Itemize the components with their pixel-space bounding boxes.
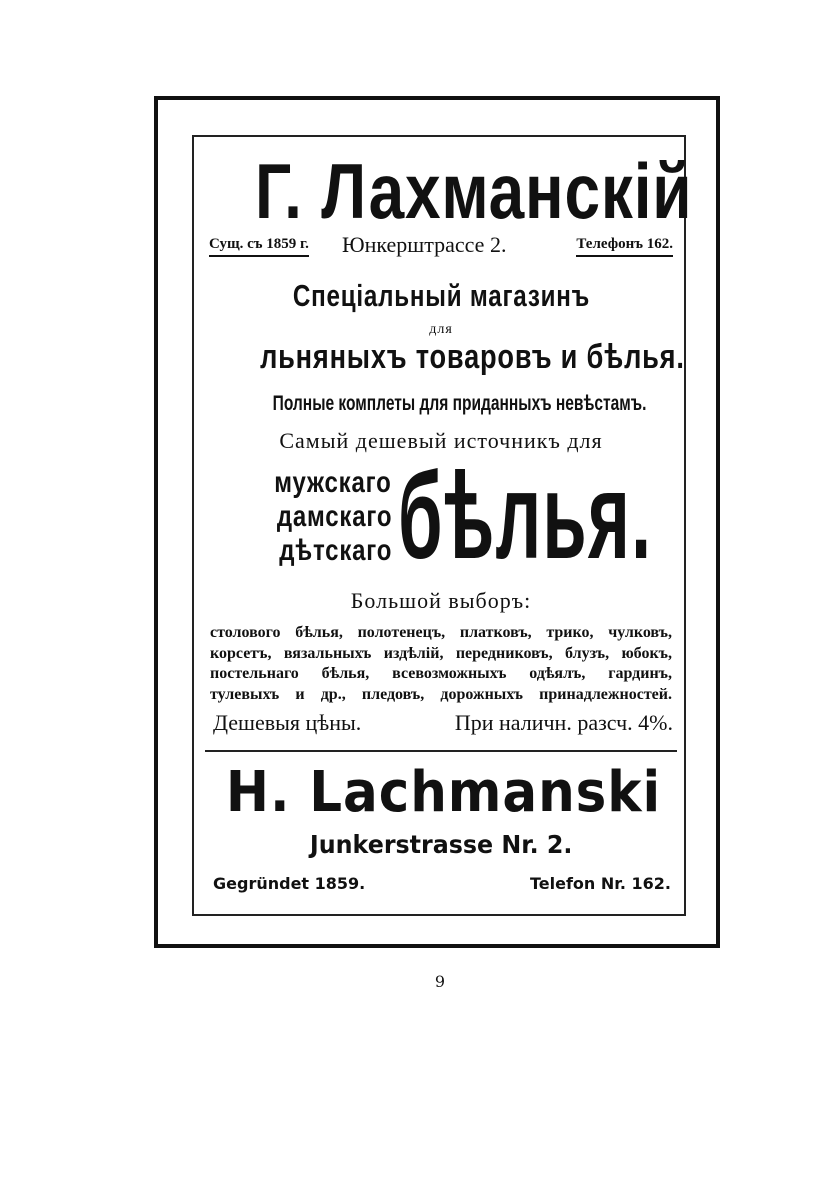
ru-prices-cheap: Дешевыя цѣны. [213, 710, 362, 735]
ru-founded: Сущ. съ 1859 г. [209, 236, 309, 257]
ru-phone: Телефонъ 162. [576, 236, 673, 257]
divider [205, 750, 677, 752]
ru-goods-text: льняныхъ товаровъ и бѣлья. [260, 338, 685, 376]
de-shop-name-text: H. Lachmanski [225, 760, 662, 825]
de-address-text: Junkerstrasse Nr. 2. [309, 830, 573, 859]
de-info-row [207, 874, 675, 900]
list-item: постельнаго бѣлья, всевозможныхъ одѣялъ, гардинъ, [210, 665, 672, 682]
de-address [207, 830, 675, 866]
list-item: столового бѣлья, полотенецъ, платковъ, трико, чулковъ, [210, 624, 672, 641]
de-shop-name [207, 760, 675, 836]
ru-shop-name [207, 146, 693, 242]
de-founded: Gegründet 1859. [213, 874, 366, 893]
ru-shop-name-text: Г. Лахманскій [255, 147, 693, 235]
ru-items-list [210, 622, 672, 704]
de-phone: Telefon Nr. 162. [529, 874, 671, 893]
ru-special-shop [207, 278, 675, 318]
ru-sets-text: Полные комплеты для приданныхъ невѣстамъ. [272, 392, 647, 415]
ru-kind-children: дѣтскаго [279, 534, 392, 567]
ru-big-word-text: бѣлья. [398, 447, 653, 585]
page-number: 9 [434, 972, 446, 991]
ru-big-word [398, 447, 658, 585]
ru-address: Юнкерштрассе 2. [342, 232, 507, 257]
ru-for: для [429, 322, 453, 337]
ru-special-shop-text: Спеціальный магазинъ [292, 278, 590, 313]
ru-goods [207, 338, 685, 384]
list-item: корсетъ, вязальныхъ издѣлій, передниковъ, блузъ, юбокъ, [210, 644, 672, 662]
ru-kind-women: дамскаго [276, 500, 392, 533]
ru-kinds-list [232, 466, 392, 568]
ru-sets [207, 392, 675, 420]
ru-cheapest-source: Самый дешевый источникъ для [279, 428, 603, 453]
ru-info-row [207, 232, 675, 264]
ru-prices-row [207, 710, 675, 744]
ru-choice-heading: Большой выборъ: [350, 588, 532, 613]
list-item: тулевыхъ и др., пледовъ, дорожныхъ принадлежностей. [210, 685, 672, 703]
ru-prices-discount: При наличн. разсч. 4%. [454, 710, 673, 735]
ru-kind-men: мужскаго [274, 466, 392, 499]
